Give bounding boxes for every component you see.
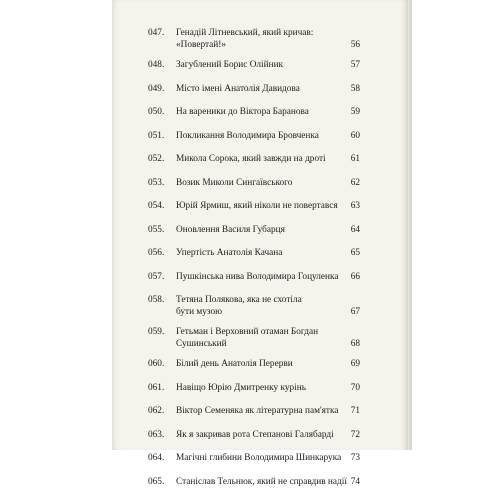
toc-entry — [148, 131, 360, 155]
toc-entry — [148, 225, 360, 249]
entry-page: 61 — [344, 154, 360, 166]
entry-number: 061. — [148, 383, 176, 395]
entry-title: Генадій Літневський, який кричав: «Повертай!» — [176, 28, 316, 51]
entry-page: 60 — [344, 131, 360, 143]
entry-title: Юрій Ярмиш, який ніколи не повертався — [176, 201, 352, 213]
entry-page: 66 — [344, 272, 360, 284]
entry-title: Як я закривав рота Степанові Галябарді — [176, 430, 352, 442]
entry-title: Микола Сорока, який завжди на дроті — [176, 154, 344, 166]
page-edge — [408, 0, 412, 450]
entry-number: 059. — [148, 327, 176, 339]
entry-title: Станіслав Тельнюк, який не справдив надії — [176, 477, 356, 489]
toc-entry — [148, 107, 360, 131]
entry-title: Пушкінська нива Володимира Гоцуленка — [176, 272, 352, 284]
entry-number: 053. — [148, 178, 176, 190]
entry-title: Возик Миколи Сингаївського — [176, 178, 344, 190]
toc-entry — [148, 477, 360, 500]
entry-title: Навіщо Юрію Дмитренку курінь — [176, 383, 344, 395]
entry-number: 057. — [148, 272, 176, 284]
entry-number: 062. — [148, 406, 176, 418]
entry-number: 051. — [148, 131, 176, 143]
toc-entry — [148, 453, 360, 477]
entry-number: 048. — [148, 60, 176, 72]
entry-title: Місто імені Анатолія Давидова — [176, 84, 344, 96]
toc-entry — [148, 383, 360, 407]
entry-page: 62 — [344, 178, 360, 190]
toc-entry — [148, 154, 360, 178]
entry-page: 67 — [344, 307, 360, 319]
entry-number: 047. — [148, 28, 176, 40]
entry-number: 056. — [148, 248, 176, 260]
entry-title: Віктор Семеняка як літературна пам'ятка — [176, 406, 352, 418]
entry-title: Покликання Володимира Бровченка — [176, 131, 344, 143]
entry-page: 74 — [344, 477, 360, 489]
entry-page: 69 — [344, 359, 360, 371]
entry-page: 70 — [344, 383, 360, 395]
entry-number: 063. — [148, 430, 176, 442]
entry-page: 63 — [344, 201, 360, 213]
entry-page: 59 — [344, 107, 360, 119]
entry-number: 065. — [148, 477, 176, 489]
entry-page: 57 — [344, 60, 360, 72]
entry-title: Гетьман і Верховний отаман Богдан Сушинський — [176, 327, 326, 350]
toc-entry — [148, 430, 360, 454]
entry-page: 56 — [344, 40, 360, 52]
toc-entry — [148, 28, 360, 60]
entry-page: 72 — [344, 430, 360, 442]
entry-number: 060. — [148, 359, 176, 371]
toc-entry — [148, 60, 360, 84]
toc-entry — [148, 201, 360, 225]
toc-entry — [148, 327, 360, 359]
toc-entry — [148, 178, 360, 202]
entry-title: Упертість Анатолія Качана — [176, 248, 344, 260]
entry-number: 050. — [148, 107, 176, 119]
entry-title: Тетяна Полякова, яка не схотіла бути музою — [176, 295, 306, 318]
entry-title: На вареники до Віктора Баранова — [176, 107, 344, 119]
toc-entry — [148, 406, 360, 430]
entry-page: 64 — [344, 225, 360, 237]
toc-entry — [148, 359, 360, 383]
entry-title: Оновлення Василя Губарця — [176, 225, 344, 237]
table-of-contents — [148, 28, 360, 500]
entry-page: 65 — [344, 248, 360, 260]
entry-number: 052. — [148, 154, 176, 166]
entry-page: 73 — [344, 453, 360, 465]
entry-number: 055. — [148, 225, 176, 237]
toc-entry — [148, 84, 360, 108]
entry-number: 054. — [148, 201, 176, 213]
toc-entry — [148, 248, 360, 272]
entry-title: Загублений Борис Олійник — [176, 60, 344, 72]
entry-page: 68 — [344, 339, 360, 351]
entry-number: 049. — [148, 84, 176, 96]
entry-number: 058. — [148, 295, 176, 307]
entry-page: 58 — [344, 84, 360, 96]
toc-entry — [148, 295, 360, 327]
entry-title: Білий день Анатолія Перерви — [176, 359, 344, 371]
toc-entry — [148, 272, 360, 296]
entry-page: 71 — [344, 406, 360, 418]
entry-title: Магічні глибини Володимира Шинкарука — [176, 453, 352, 465]
entry-number: 064. — [148, 453, 176, 465]
